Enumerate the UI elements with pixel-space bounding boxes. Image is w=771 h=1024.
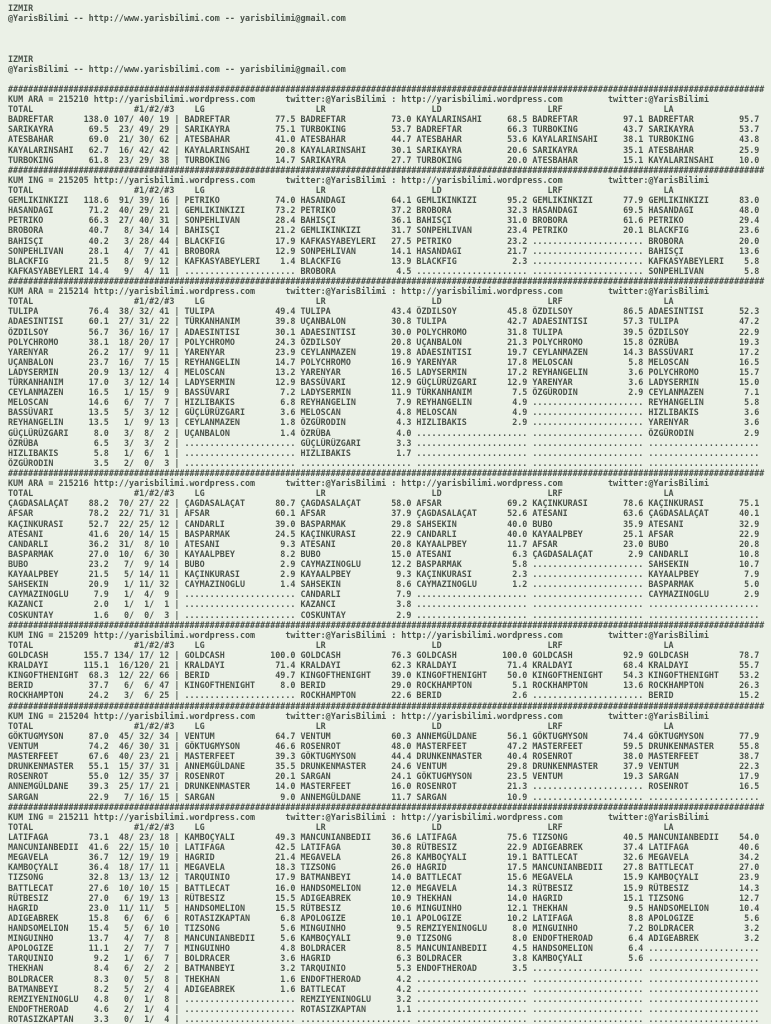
masthead-location: IZMIR <box>8 3 34 13</box>
table-row: ÖZRÜBA 6.5 3/ 3/ 2 | ...................... GÜÇLÜRÜZGARI 3.3 ...................... ...................... ...................... <box>8 437 760 448</box>
table-row: MEGAVELA 36.7 12/ 19/ 19 | HAGRID 21.4 MEGAVELA 26.8 KAMBOÇYALI 19.1 BATTLECAT 32.6 MEGAVELA 34.2 <box>8 852 760 863</box>
table-row: GEMLIKINKIZI 118.6 91/ 39/ 16 | PETRIKO 74.0 HASANDAGI 64.1 GEMLIKINKIZI 95.2 GEMLIKINKIZI 77.9 GEMLIKINKIZI 83.0 <box>8 195 760 206</box>
table-row: BADREFTAR 138.0 107/ 40/ 19 | BADREFTAR 77.5 BADREFTAR 73.0 KAYALARINSAHI 68.5 BADREFTAR 97.1 BADREFTAR 95.7 <box>8 114 760 125</box>
table-row: ÖZGÜRODIN 3.5 2/ 0/ 3 | ...................... ...................... ...................... ...................... ...................... <box>8 457 760 468</box>
table-row: ROCKHAMPTON 24.2 3/ 6/ 25 | ...................... ROCKHAMPTON 22.6 BERID 2.6 ...................... BERID 15.2 <box>8 690 760 701</box>
table-row: TULIPA 76.4 38/ 32/ 41 | TULIPA 49.4 TULIPA 43.4 ÖZDILSOY 45.8 ÖZDILSOY 86.5 ADAESINTISI 52.3 <box>8 306 760 317</box>
table-row: AFSAR 78.2 22/ 71/ 31 | AFSAR 60.1 AFSAR 37.9 ÇAGDASALAÇAT 52.6 ATESANI 63.6 ÇAGDASALAÇAT 40.1 <box>8 508 760 519</box>
table-row: UÇANBALON 23.7 16/ 7/ 15 | REYHANGELIN 14.7 POLYCHROMO 16.9 YARENYAR 17.8 MELOSCAN 5.8 MELOSCAN 16.5 <box>8 356 760 367</box>
table-row: BROBORA 40.7 8/ 34/ 14 | BAHISÇI 21.2 GEMLIKINKIZI 31.7 SONPEHLIVAN 23.4 PETRIKO 20.1 BLACKFIG 23.6 <box>8 225 760 236</box>
section-separator: ###################################################################################################################################################### <box>8 619 765 630</box>
table-row: TÜRKANHANIM 17.0 3/ 12/ 14 | LADYSERMIN 12.9 BASSÜVARI 12.9 GÜÇLÜRÜZGARI 12.9 YARENYAR 3.6 LADYSERMIN 15.0 <box>8 377 760 388</box>
table-row: APOLOGIZE 11.1 2/ 7/ 7 | MINGUINHO 4.8 BOLDRACER 8.5 MANCUNIANBEDII 4.5 HANDSOMELION 6.4 ...................... <box>8 943 760 954</box>
table-row: BOLDRACER 8.3 0/ 5/ 8 | THEKHAN 1.6 ENDOFTHEROAD 4.2 ...................... ...................... ...................... <box>8 973 760 984</box>
table-row: BUBO 23.2 7/ 9/ 14 | BUBO 2.9 CAYMAZINOGLU 12.2 BASPARMAK 5.8 ...................... SAHSEKIN 10.7 <box>8 559 760 570</box>
table-row: SONPEHLIVAN 28.1 4/ 7/ 41 | BROBORA 12.9 SONPEHLIVAN 14.1 HASANDAGI 21.7 ...................... BAHISÇI 13.6 <box>8 245 760 256</box>
table-row: ADAESINTISI 60.1 27/ 31/ 22 | TÜRKANHANIM 39.8 UÇANBALON 30.8 TULIPA 42.7 ADAESINTISI 57.3 TULIPA 47.2 <box>8 316 760 327</box>
column-header-row: TOTAL #1/#2/#3 LG LR LD LRF LA <box>8 296 674 307</box>
table-row: MASTERFEET 67.6 40/ 23/ 21 | MASTERFEET 39.3 GÖKTUGMYSON 44.4 DRUNKENMASTER 40.4 ROSENROT 38.0 MASTERFEET 38.7 <box>8 751 760 762</box>
table-row: KAFKASYABEYLERI 14.4 9/ 4/ 11 | ...................... BROBORA 4.5 ...................... ...................... SONPEHLIVAN 5.8 <box>8 265 760 276</box>
table-row: TURBOKING 61.8 23/ 29/ 38 | TURBOKING 14.7 SARIKAYRA 27.7 TURBOKING 20.0 ATESBAHAR 15.1 KAYALARINSAHI 10.0 <box>8 154 760 165</box>
table-row: MELOSCAN 14.6 6/ 7/ 7 | HIZLIBAKIS 6.8 REYHANGELIN 7.9 REYHANGELIN 4.9 ...................... REYHANGELIN 5.8 <box>8 397 760 408</box>
table-row: ROSENROT 55.0 12/ 35/ 37 | ROSENROT 20.1 SARGAN 24.1 GÖKTUGMYSON 23.5 VENTUM 19.3 SARGAN 17.9 <box>8 771 760 782</box>
blank-line <box>8 74 771 84</box>
masthead-credit: @YarisBilimi -- http://www.yarisbilimi.com -- yarisbilimi@gmail.com <box>8 63 346 74</box>
table-row: ROTASIZKAPTAN 3.3 0/ 1/ 4 | ...................... ...................... ...................... ...................... ...................... <box>8 1013 760 1024</box>
table-row: BLACKFIG 21.5 8/ 9/ 12 | KAFKASYABEYLERI 1.4 BLACKFIG 13.9 BLACKFIG 2.3 ...................... KAFKASYABEYLERI 5.8 <box>8 255 760 266</box>
table-row: PETRIKO 66.3 27/ 40/ 31 | SONPEHLIVAN 28.4 BAHISÇI 36.1 BAHISÇI 31.0 BROBORA 61.6 PETRIKO 29.4 <box>8 215 760 226</box>
table-row: ENDOFTHEROAD 4.6 2/ 1/ 4 | ...................... ROTASIZKAPTAN 1.1 ...................... ...................... ...................... <box>8 1003 760 1014</box>
table-row: KAÇINKURASI 52.7 22/ 25/ 12 | CANDARLI 39.0 BASPARMAK 29.8 SAHSEKIN 40.0 BUBO 35.9 ATESANI 32.9 <box>8 518 760 529</box>
table-row: TARQUINIO 9.2 1/ 6/ 7 | BOLDRACER 3.6 HAGRID 6.3 BOLDRACER 3.8 KAMBOÇYALI 5.6 ...................... <box>8 953 760 964</box>
table-row: MANCUNIANBEDII 41.6 22/ 15/ 10 | LATIFAGA 42.5 LATIFAGA 30.8 RÜTBESIZ 22.9 ADIGEABREK 37.4 LATIFAGA 40.6 <box>8 842 760 853</box>
blank-line <box>8 23 771 33</box>
table-row: DRUNKENMASTER 55.1 15/ 37/ 31 | ANNEMGÜLDANE 35.5 DRUNKENMASTER 24.6 VENTUM 29.8 DRUNKENMASTER 37.9 VENTUM 22.3 <box>8 761 760 772</box>
table-row: ANNEMGÜLDANE 39.3 25/ 17/ 21 | DRUNKENMASTER 14.0 MASTERFEET 16.0 ROSENROT 21.3 ...................... ROSENROT 16.5 <box>8 781 760 792</box>
table-row: BATMANBEYI 8.2 5/ 2/ 4 | ADIGEABREK 1.6 BATTLECAT 4.2 ...................... ...................... ...................... <box>8 983 760 994</box>
table-row: KAYAALPBEY 21.5 5/ 14/ 11 | KAÇINKURASI 2.9 KAYAALPBEY 9.3 KAÇINKURASI 2.3 ...................... KAYAALPBEY 7.9 <box>8 569 760 580</box>
table-row: MINGUINHO 13.7 4/ 7/ 8 | MANCUNIANBEDII 5.6 KAMBOÇYALI 9.0 TIZSONG 8.0 ENDOFTHEROAD 6.4 ADIGEABREK 3.2 <box>8 933 760 944</box>
section-title: KUM ARA = 215210 http://yarisbilimi.wordpress.com twitter:@YarisBilimi : http://yarisbilimi.wordpress.com twitter:@YarisBilimi <box>8 93 709 104</box>
table-row: HAGRID 23.0 11/ 11/ 5 | HANDSOMELION 15.5 RÜTBESIZ 10.6 MINGUINHO 12.1 THEKHAN 9.5 HANDSOMELION 10.4 <box>8 902 760 913</box>
column-header-row: TOTAL #1/#2/#3 LG LR LD LRF LA <box>8 104 674 115</box>
table-row: YARENYAR 26.2 17/ 9/ 11 | YARENYAR 23.9 CEYLANMAZEN 19.8 ADAESINTISI 19.7 CEYLANMAZEN 14.3 BASSÜVARI 17.2 <box>8 346 760 357</box>
section-separator: ###################################################################################################################################################### <box>8 700 765 711</box>
column-header-row: TOTAL #1/#2/#3 LG LR LD LRF LA <box>8 720 674 731</box>
table-row: REMZIYENINOGLU 4.8 0/ 1/ 8 | ...................... REMZIYENINOGLU 3.2 ...................... ...................... ...................... <box>8 993 760 1004</box>
table-row: CEYLANMAZEN 16.5 1/ 15/ 9 | BASSÜVARI 7.2 LADYSERMIN 11.9 TÜRKANHANIM 7.5 ÖZGÜRODIN 2.9 CEYLANMAZEN 7.1 <box>8 387 760 398</box>
masthead-credit: @YarisBilimi -- http://www.yarisbilimi.com -- yarisbilimi@gmail.com <box>8 13 346 24</box>
table-row: SARIKAYRA 69.5 23/ 49/ 29 | SARIKAYRA 75.1 TURBOKING 53.7 BADREFTAR 66.3 TURBOKING 43.7 SARIKAYRA 53.7 <box>8 124 760 135</box>
table-row: BATTLECAT 27.6 10/ 10/ 15 | BATTLECAT 16.0 HANDSOMELION 12.0 MEGAVELA 14.3 RÜTBESIZ 15.9 RÜTBESIZ 14.3 <box>8 882 760 893</box>
table-row: ATESBAHAR 69.0 21/ 30/ 62 | ATESBAHAR 41.0 ATESBAHAR 44.7 ATESBAHAR 53.6 KAYALARINSAHI 38.1 TURBOKING 43.8 <box>8 134 760 145</box>
table-row: REYHANGELIN 13.5 1/ 9/ 13 | CEYLANMAZEN 1.8 ÖZGÜRODIN 4.3 HIZLIBAKIS 2.9 ...................... YARENYAR 3.6 <box>8 417 760 428</box>
column-header-row: TOTAL #1/#2/#3 LG LR LD LRF LA <box>8 488 674 499</box>
blank-line <box>8 33 771 43</box>
table-row: SARGAN 22.9 7/ 16/ 15 | SARGAN 9.0 ANNEMGÜLDANE 11.7 SARGAN 10.9 ...................... ...................... <box>8 791 760 802</box>
section-title: KUM ING = 215205 http://yarisbilimi.wordpress.com twitter:@YarisBilimi : http://yarisbilimi.wordpress.com twitter:@YarisBilimi <box>8 174 709 185</box>
table-row: CANDARLI 36.2 31/ 8/ 10 | ATESANI 9.3 ATESANI 20.8 KAYAALPBEY 11.7 AFSAR 23.0 BUBO 20.8 <box>8 538 760 549</box>
section-separator: ###################################################################################################################################################### <box>8 275 765 286</box>
table-row: TIZSONG 32.8 13/ 13/ 12 | TARQUINIO 17.9 BATMANBEYI 14.0 BATTLECAT 15.6 MEGAVELA 15.9 KAMBOÇYALI 23.9 <box>8 872 760 883</box>
table-row: KINGOFTHENIGHT 68.3 12/ 22/ 66 | BERID 49.7 KINGOFTHENIGHT 39.0 KINGOFTHENIGHT 50.0 KINGOFTHENIGHT 54.3 KINGOFTHENIGHT 53.2 <box>8 670 760 681</box>
section-title: KUM ARA = 215214 http://yarisbilimi.wordpress.com twitter:@YarisBilimi : http://yarisbilimi.wordpress.com twitter:@YarisBilimi <box>8 286 709 297</box>
section-title: KUM ARA = 215216 http://yarisbilimi.wordpress.com twitter:@YarisBilimi : http://yarisbilimi.wordpress.com twitter:@YarisBilimi <box>8 478 709 489</box>
table-row: RÜTBESIZ 27.0 6/ 19/ 13 | RÜTBESIZ 15.5 ADIGEABREK 10.9 THEKHAN 14.0 HAGRID 15.1 TIZSONG 12.7 <box>8 892 760 903</box>
table-row: KRALDAYI 115.1 16/120/ 21 | KRALDAYI 71.4 KRALDAYI 62.3 KRALDAYI 71.4 KRALDAYI 68.4 KRALDAYI 55.7 <box>8 660 760 671</box>
table-row: HANDSOMELION 15.4 5/ 6/ 10 | TIZSONG 5.6 MINGUINHO 9.5 REMZIYENINOGLU 8.0 MINGUINHO 7.2 BOLDRACER 3.2 <box>8 922 760 933</box>
table-row: BASSÜVARI 13.5 5/ 3/ 12 | GÜÇLÜRÜZGARI 3.6 MELOSCAN 4.8 MELOSCAN 4.9 ...................... HIZLIBAKIS 3.6 <box>8 407 760 418</box>
table-row: BERID 37.7 6/ 6/ 47 | KINGOFTHENIGHT 8.0 BERID 29.0 ROCKHAMPTON 5.1 ROCKHAMPTON 13.6 ROCKHAMPTON 26.3 <box>8 680 760 691</box>
table-row: HIZLIBAKIS 5.8 1/ 6/ 1 | ...................... HIZLIBAKIS 1.7 ...................... ...................... ...................... <box>8 447 760 458</box>
table-row: ÇAGDASALAÇAT 88.2 70/ 27/ 22 | ÇAGDASALAÇAT 80.7 ÇAGDASALAÇAT 58.0 AFSAR 69.2 KAÇINKURASI 78.6 KAÇINKURASI 75.1 <box>8 498 760 509</box>
section-title: KUM ING = 215209 http://yarisbilimi.wordpress.com twitter:@YarisBilimi : http://yarisbilimi.wordpress.com twitter:@YarisBilimi <box>8 629 709 640</box>
section-title: KUM ING = 215211 http://yarisbilimi.wordpress.com twitter:@YarisBilimi : http://yarisbilimi.wordpress.com twitter:@YarisBilimi <box>8 811 709 822</box>
table-row: ADIGEABREK 15.8 6/ 6/ 6 | ROTASIZKAPTAN 6.8 APOLOGIZE 10.1 APOLOGIZE 10.2 LATIFAGA 8.8 APOLOGIZE 5.6 <box>8 912 760 923</box>
table-row: THEKHAN 8.4 6/ 2/ 2 | BATMANBEYI 3.2 TARQUINIO 5.3 ENDOFTHEROAD 3.5 ...................... ...................... <box>8 963 760 974</box>
masthead-location: IZMIR <box>8 53 34 64</box>
column-header-row: TOTAL #1/#2/#3 LG LR LD LRF LA <box>8 639 674 650</box>
blank-line <box>8 43 771 53</box>
table-row: ÖZDILSOY 56.7 36/ 16/ 17 | ADAESINTISI 30.1 ADAESINTISI 30.0 POLYCHROMO 31.8 TULIPA 39.5 ÖZDILSOY 22.9 <box>8 326 760 337</box>
table-row: GÜÇLÜRÜZGARI 8.0 3/ 8/ 2 | UÇANBALON 1.4 ÖZRÜBA 4.0 ...................... ...................... ÖZGÜRODIN 2.9 <box>8 427 760 438</box>
table-row: HASANDAGI 71.2 40/ 29/ 21 | GEMLIKINKIZI 73.2 PETRIKO 37.2 BROBORA 32.3 HASANDAGI 69.5 HASANDAGI 48.0 <box>8 205 760 216</box>
table-row: BAHISÇI 40.2 3/ 28/ 44 | BLACKFIG 17.9 KAFKASYABEYLERI 27.5 PETRIKO 23.2 ...................... BROBORA 20.0 <box>8 235 760 246</box>
table-row: ATESANI 41.6 20/ 14/ 15 | BASPARMAK 24.5 KAÇINKURASI 22.9 CANDARLI 40.0 KAYAALPBEY 25.1 AFSAR 22.9 <box>8 528 760 539</box>
table-row: LADYSERMIN 20.9 13/ 12/ 4 | MELOSCAN 13.2 YARENYAR 16.5 LADYSERMIN 17.2 REYHANGELIN 3.6 POLYCHROMO 15.7 <box>8 366 760 377</box>
report-body <box>8 84 771 1024</box>
section-title: KUM ING = 215204 http://yarisbilimi.wordpress.com twitter:@YarisBilimi : http://yarisbilimi.wordpress.com twitter:@YarisBilimi <box>8 710 709 721</box>
table-row: KAZANCI 2.0 1/ 1/ 1 | ...................... KAZANCI 3.8 ...................... ...................... ...................... <box>8 599 760 610</box>
table-row: VENTUM 74.2 46/ 30/ 31 | GÖKTUGMYSON 46.6 ROSENROT 48.0 MASTERFEET 47.2 MASTERFEET 59.5 DRUNKENMASTER 55.8 <box>8 740 760 751</box>
section-separator: ###################################################################################################################################################### <box>8 164 765 175</box>
section-separator: ###################################################################################################################################################### <box>8 801 765 812</box>
table-row: LATIFAGA 73.1 48/ 23/ 18 | KAMBOÇYALI 49.3 MANCUNIANBEDII 36.6 LATIFAGA 75.6 TIZSONG 40.5 MANCUNIANBEDII 54.0 <box>8 831 760 842</box>
column-header-row: TOTAL #1/#2/#3 LG LR LD LRF LA <box>8 184 674 195</box>
table-row: CAYMAZINOGLU 7.9 1/ 4/ 9 | ...................... CANDARLI 7.9 ...................... ...................... CAYMAZINOGLU 2.9 <box>8 589 760 600</box>
table-row: GOLDCASH 155.7 134/ 17/ 12 | GOLDCASH 100.0 GOLDCASH 76.3 GOLDCASH 100.0 GOLDCASH 92.9 GOLDCASH 78.7 <box>8 650 760 660</box>
table-row: BASPARMAK 27.0 10/ 6/ 30 | KAYAALPBEY 8.2 BUBO 15.0 ATESANI 6.3 ÇAGDASALAÇAT 2.9 CANDARLI 10.8 <box>8 548 760 559</box>
table-row: KAMBOÇYALI 36.4 18/ 17/ 11 | MEGAVELA 18.3 TIZSONG 26.0 HAGRID 17.5 MANCUNIANBEDII 27.8 BATTLECAT 27.0 <box>8 862 760 873</box>
table-row: SAHSEKIN 20.9 1/ 11/ 32 | CAYMAZINOGLU 1.4 SAHSEKIN 8.6 CAYMAZINOGLU 1.2 ...................... BASPARMAK 5.0 <box>8 579 760 590</box>
section-separator: ###################################################################################################################################################### <box>8 468 765 479</box>
table-row: COSKUNTAY 1.6 0/ 0/ 3 | ...................... COSKUNTAY 2.9 ...................... ...................... ...................... <box>8 609 760 620</box>
section-separator: ###################################################################################################################################################### <box>8 83 765 94</box>
table-row: KAYALARINSAHI 62.7 16/ 42/ 42 | KAYALARINSAHI 20.8 KAYALARINSAHI 30.1 SARIKAYRA 20.6 SARIKAYRA 35.1 ATESBAHAR 25.9 <box>8 144 760 155</box>
column-header-row: TOTAL #1/#2/#3 LG LR LD LRF LA <box>8 821 674 832</box>
table-row: POLYCHROMO 38.1 18/ 20/ 17 | POLYCHROMO 24.3 ÖZDILSOY 20.8 UÇANBALON 21.3 POLYCHROMO 15.8 ÖZRÜBA 19.3 <box>8 336 760 347</box>
table-row: GÖKTUGMYSON 87.0 45/ 32/ 34 | VENTUM 64.7 VENTUM 60.3 ANNEMGÜLDANE 56.1 GÖKTUGMYSON 74.4 GÖKTUGMYSON 77.9 <box>8 730 760 741</box>
